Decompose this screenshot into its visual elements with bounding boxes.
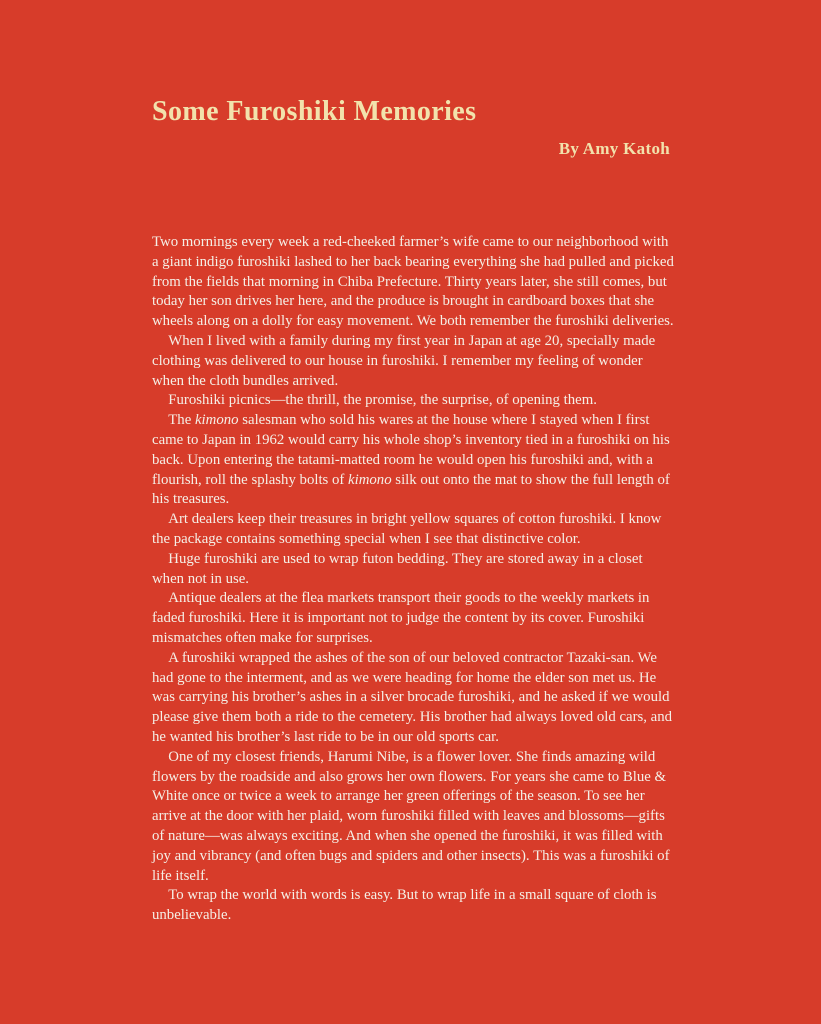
paragraph [152, 332, 676, 391]
paragraph [152, 391, 676, 411]
italic-text-segment: kimono [348, 471, 392, 488]
paragraph [152, 550, 676, 590]
paragraph [152, 589, 676, 648]
text-segment: Antique dealers at the flea markets transport their goods to the weekly markets in faded furoshiki. Here it is important not to judge the content by its cover. Furoshiki mismatches often make for surprises. [152, 590, 650, 646]
text-segment: Two mornings every week a red-cheeked farmer’s wife came to our neighborhood with a giant indigo furoshiki lashed to her back bearing everything she had pulled and picked from the fields that morning in Chiba Prefecture. Thirty years later, she still comes, but today her son drives her here, and the produce is brought in cardboard boxes that she wheels along on a dolly for easy movement. We both remember the furoshiki deliveries. [152, 234, 674, 330]
page-title: Some Furoshiki Memories [152, 96, 477, 127]
byline: By Amy Katoh [558, 139, 670, 158]
text-segment: salesman who sold his wares at the house where I stayed when I first came to Japan in 1962 would carry his whole shop’s inventory tied in a furoshiki on his back. Upon entering the tatami-matted room he would open his furoshiki and, with a flourish, roll the splashy bolts of [152, 412, 670, 488]
paragraph [152, 411, 676, 510]
article-body [152, 233, 676, 926]
paragraph [152, 510, 676, 550]
text-segment: silk out onto the mat to show the full length of his treasures. [152, 471, 670, 508]
paragraph [152, 748, 676, 887]
text-segment: A furoshiki wrapped the ashes of the son of our beloved contractor Tazaki-san. We had gone to the interment, and as we were heading for home the elder son met us. He was carrying his brother’s ashes in a silver brocade furoshiki, and he asked if we would please give them both a ride to the cemetery. His brother had always loved old cars, and he wanted his brother’s last ride to be in our old sports car. [152, 649, 673, 745]
italic-text-segment: kimono [194, 412, 239, 429]
paragraph [152, 649, 676, 748]
text-segment: To wrap the world with words is easy. But to wrap life in a small square of cloth is unbelievable. [152, 887, 657, 924]
paragraph [152, 233, 676, 332]
text-segment: One of my closest friends, Harumi Nibe, is a flower lover. She finds amazing wild flowers by the roadside and also grows her own flowers. For years she came to Blue & White once or twice a week to arrange her green offerings of the season. To see her arrive at the door with her plaid, worn furoshiki filled with leaves and blossoms—gifts of nature—was always exciting. And when she opened the furoshiki, it was filled with joy and vibrancy (and often bugs and spiders and other insects). This was a furoshiki of life itself. [152, 748, 670, 884]
text-segment: The [168, 412, 195, 429]
paragraph [152, 886, 676, 926]
text-segment: Huge furoshiki are used to wrap futon bedding. They are stored away in a closet when not in use. [152, 550, 643, 587]
text-segment: Art dealers keep their treasures in bright yellow squares of cotton furoshiki. I know the package contains something special when I see that distinctive color. [152, 511, 662, 547]
text-segment: Furoshiki picnics—the thrill, the promise, the surprise, of opening them. [168, 392, 597, 409]
text-segment: When I lived with a family during my first year in Japan at age 20, specially made clothing was delivered to our house in furoshiki. I remember my feeling of wonder when the cloth bundles arrived. [152, 332, 656, 389]
